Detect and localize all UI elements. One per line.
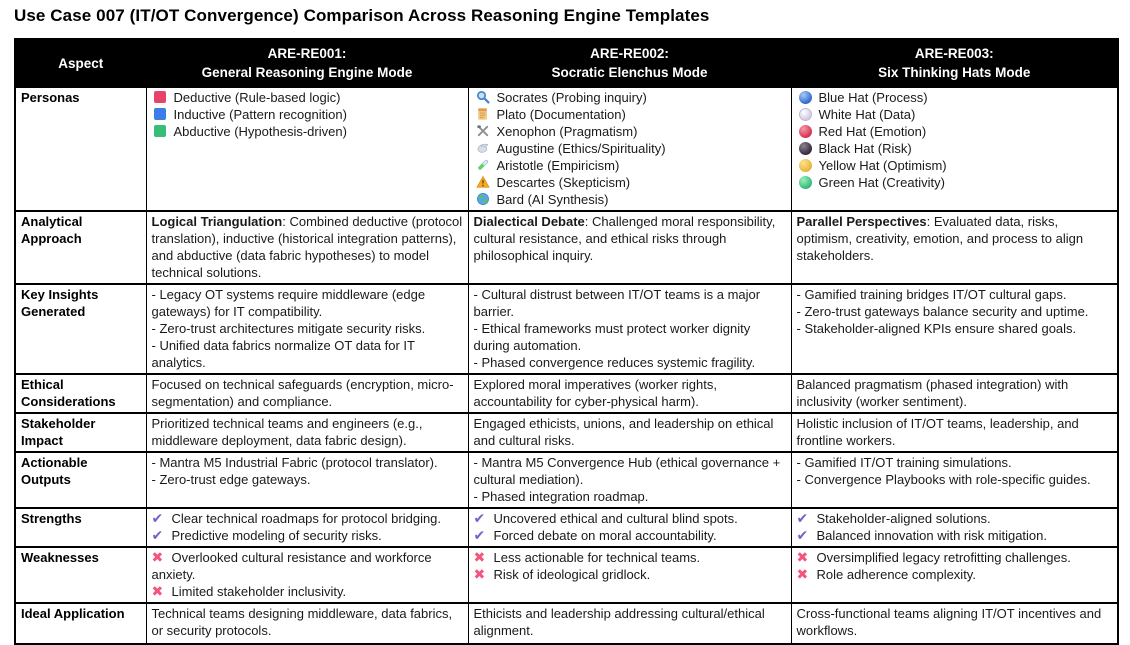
aspect-label: Strengths <box>15 508 146 547</box>
aspect-label: Ethical Considerations <box>15 374 146 413</box>
persona-label: Bard (AI Synthesis) <box>496 192 609 207</box>
cell-stakeholder-re002: Engaged ethicists, unions, and leadership on ethical and cultural risks. <box>468 413 791 452</box>
row-ideal-application <box>15 603 1118 644</box>
cell-ethical-re001: Focused on technical safeguards (encryption, micro-segmentation) and compliance. <box>146 374 468 413</box>
cell-actionable-re002 <box>468 452 791 508</box>
list-item <box>797 123 1113 140</box>
list-item <box>797 140 1113 157</box>
item-text: Role adherence complexity. <box>816 567 976 582</box>
hammer-wrench-icon <box>476 124 490 138</box>
cell-personas-re001 <box>146 87 468 211</box>
bullet-line: - Zero-trust gateways balance security and uptime. <box>796 304 1089 319</box>
bullet-line: - Phased integration roadmap. <box>473 489 649 504</box>
list-item <box>152 527 463 544</box>
persona-label: Yellow Hat (Optimism) <box>818 158 947 173</box>
header-aspect-label: Aspect <box>58 55 104 71</box>
bullet-line: - Mantra M5 Convergence Hub (ethical governance + cultural mediation). <box>473 455 781 487</box>
bullet-line: - Gamified training bridges IT/OT cultural gaps. <box>796 287 1067 302</box>
red-square-icon <box>154 91 166 103</box>
item-text: Risk of ideological gridlock. <box>493 567 651 582</box>
bullet-line: - Ethical frameworks must protect worker dignity during automation. <box>473 321 751 353</box>
persona-label: Deductive (Rule-based logic) <box>173 90 341 105</box>
cross-icon: ✖ <box>796 566 809 582</box>
row-personas <box>15 87 1118 211</box>
green-square-icon <box>154 125 166 137</box>
black-ball-icon <box>799 142 812 155</box>
list-item <box>797 89 1113 106</box>
item-text: Uncovered ethical and cultural blind spots. <box>493 511 738 526</box>
bullet-line: - Phased convergence reduces systemic fragility. <box>473 355 756 370</box>
list-item <box>152 583 463 600</box>
red-ball-icon <box>799 125 812 138</box>
bullet-line: - Stakeholder-aligned KPIs ensure shared goals. <box>796 321 1077 336</box>
cell-strengths-re003 <box>791 508 1118 547</box>
green-ball-icon <box>799 176 812 189</box>
header-re002 <box>468 39 791 87</box>
list-item <box>797 566 1113 583</box>
cell-analytical-re001 <box>146 211 468 284</box>
cell-strengths-re001 <box>146 508 468 547</box>
cell-text: : Combined deductive (protocol translation), inductive (historical integration patterns), and abductive (data fabric hypotheses) to model technical solutions. <box>151 214 463 280</box>
header-re003-name: Six Thinking Hats Mode <box>878 65 1031 80</box>
lead-term: Logical Triangulation <box>151 214 283 229</box>
row-ethical-considerations <box>15 374 1118 413</box>
lead-term: Parallel Perspectives <box>796 214 927 229</box>
warning-icon <box>476 175 490 189</box>
cell-weaknesses-re001 <box>146 547 468 603</box>
persona-label: Inductive (Pattern recognition) <box>173 107 347 122</box>
list-item <box>474 549 786 566</box>
page-title: Use Case 007 (IT/OT Convergence) Comparison Across Reasoning Engine Templates <box>14 6 710 25</box>
list-item <box>474 527 786 544</box>
header-re003 <box>791 39 1118 87</box>
check-icon: ✔ <box>473 510 486 526</box>
cell-personas-re003 <box>791 87 1118 211</box>
globe-icon <box>476 192 490 206</box>
list-item <box>797 549 1113 566</box>
header-row <box>15 39 1118 87</box>
check-icon: ✔ <box>796 527 809 543</box>
list-item <box>797 510 1113 527</box>
persona-label: Plato (Documentation) <box>496 107 626 122</box>
cell-personas-re002 <box>468 87 791 211</box>
item-text: Balanced innovation with risk mitigation. <box>816 528 1048 543</box>
magnifier-icon <box>476 90 490 104</box>
bullet-line: - Legacy OT systems require middleware (edge gateways) for IT compatibility. <box>151 287 426 319</box>
list-item <box>474 510 786 527</box>
item-text: Forced debate on moral accountability. <box>493 528 717 543</box>
row-key-insights <box>15 284 1118 374</box>
yellow-ball-icon <box>799 159 812 172</box>
header-re001 <box>146 39 468 87</box>
list-item <box>474 566 786 583</box>
persona-label: Blue Hat (Process) <box>818 90 928 105</box>
scroll-icon <box>476 107 490 121</box>
list-item <box>152 549 463 583</box>
check-icon: ✔ <box>151 527 164 543</box>
persona-label: Abductive (Hypothesis-driven) <box>173 124 347 139</box>
cell-ideal-re003: Cross-functional teams aligning IT/OT incentives and workflows. <box>791 603 1118 644</box>
list-item <box>474 123 786 140</box>
persona-label: Green Hat (Creativity) <box>818 175 945 190</box>
test-tube-icon <box>476 158 490 172</box>
header-re001-name: General Reasoning Engine Mode <box>201 65 413 80</box>
item-text: Overlooked cultural resistance and workforce anxiety. <box>151 550 432 582</box>
header-re001-code: ARE-RE001: <box>267 46 347 61</box>
cell-text: : Challenged moral responsibility, cultural resistance, and ethical risks through philosophical inquiry. <box>473 214 776 263</box>
bullet-line: - Convergence Playbooks with role-specific guides. <box>796 472 1091 487</box>
header-re003-code: ARE-RE003: <box>914 46 994 61</box>
item-text: Clear technical roadmaps for protocol bridging. <box>171 511 442 526</box>
list-item <box>797 157 1113 174</box>
bullet-line: - Zero-trust architectures mitigate security risks. <box>151 321 426 336</box>
bullet-line: - Unified data fabrics normalize OT data for IT analytics. <box>151 338 415 370</box>
cell-insights-re001 <box>146 284 468 374</box>
persona-label: Red Hat (Emotion) <box>818 124 927 139</box>
aspect-label: Stakeholder Impact <box>15 413 146 452</box>
list-item <box>474 89 786 106</box>
header-aspect <box>15 39 146 87</box>
cross-icon: ✖ <box>473 549 486 565</box>
check-icon: ✔ <box>473 527 486 543</box>
persona-label: Black Hat (Risk) <box>818 141 912 156</box>
cell-ideal-re002: Ethicists and leadership addressing cultural/ethical alignment. <box>468 603 791 644</box>
cell-strengths-re002 <box>468 508 791 547</box>
row-actionable-outputs <box>15 452 1118 508</box>
row-strengths <box>15 508 1118 547</box>
list-item <box>474 191 786 208</box>
cell-analytical-re002 <box>468 211 791 284</box>
list-item <box>474 157 786 174</box>
list-item <box>474 106 786 123</box>
cell-actionable-re003 <box>791 452 1118 508</box>
dove-icon <box>476 141 490 155</box>
cell-weaknesses-re003 <box>791 547 1118 603</box>
bullet-line: - Zero-trust edge gateways. <box>151 472 311 487</box>
list-item <box>797 174 1113 191</box>
item-text: Limited stakeholder inclusivity. <box>171 584 347 599</box>
cell-insights-re003 <box>791 284 1118 374</box>
cross-icon: ✖ <box>473 566 486 582</box>
list-item <box>797 106 1113 123</box>
row-weaknesses <box>15 547 1118 603</box>
list-item <box>474 140 786 157</box>
persona-label: Descartes (Skepticism) <box>496 175 631 190</box>
cell-weaknesses-re002 <box>468 547 791 603</box>
header-re002-name: Socratic Elenchus Mode <box>551 65 708 80</box>
item-text: Less actionable for technical teams. <box>493 550 701 565</box>
aspect-label: Key Insights Generated <box>15 284 146 374</box>
cell-actionable-re001 <box>146 452 468 508</box>
aspect-label: Analytical Approach <box>15 211 146 284</box>
list-item <box>152 106 463 123</box>
row-stakeholder-impact <box>15 413 1118 452</box>
list-item <box>797 527 1113 544</box>
cell-ideal-re001: Technical teams designing middleware, data fabrics, or security protocols. <box>146 603 468 644</box>
cell-insights-re002 <box>468 284 791 374</box>
cross-icon: ✖ <box>796 549 809 565</box>
comparison-table <box>14 38 1119 645</box>
cross-icon: ✖ <box>151 549 164 565</box>
bullet-line: - Cultural distrust between IT/OT teams is a major barrier. <box>473 287 761 319</box>
item-text: Stakeholder-aligned solutions. <box>816 511 991 526</box>
check-icon: ✔ <box>151 510 164 526</box>
bullet-line: - Gamified IT/OT training simulations. <box>796 455 1012 470</box>
aspect-label: Actionable Outputs <box>15 452 146 508</box>
header-re002-code: ARE-RE002: <box>590 46 669 61</box>
item-text: Oversimplified legacy retrofitting challenges. <box>816 550 1071 565</box>
aspect-label: Weaknesses <box>15 547 146 603</box>
cell-analytical-re003 <box>791 211 1118 284</box>
cell-stakeholder-re003: Holistic inclusion of IT/OT teams, leadership, and frontline workers. <box>791 413 1118 452</box>
white-ball-icon <box>799 108 812 121</box>
cell-ethical-re002: Explored moral imperatives (worker rights, accountability for cyber-physical harm). <box>468 374 791 413</box>
persona-label: Aristotle (Empiricism) <box>496 158 620 173</box>
list-item <box>152 89 463 106</box>
bullet-line: - Mantra M5 Industrial Fabric (protocol translator). <box>151 455 438 470</box>
list-item <box>152 123 463 140</box>
list-item <box>474 174 786 191</box>
persona-label: Xenophon (Pragmatism) <box>496 124 638 139</box>
persona-label: Socrates (Probing inquiry) <box>496 90 647 105</box>
list-item <box>152 510 463 527</box>
cell-stakeholder-re001: Prioritized technical teams and engineers (e.g., middleware deployment, data fabric design). <box>146 413 468 452</box>
check-icon: ✔ <box>796 510 809 526</box>
lead-term: Dialectical Debate <box>473 214 585 229</box>
persona-label: White Hat (Data) <box>818 107 916 122</box>
blue-square-icon <box>154 108 166 120</box>
item-text: Predictive modeling of security risks. <box>171 528 382 543</box>
blue-ball-icon <box>799 91 812 104</box>
cell-ethical-re003: Balanced pragmatism (phased integration) with inclusivity (worker sentiment). <box>791 374 1118 413</box>
cross-icon: ✖ <box>151 583 164 599</box>
cell-text: : Evaluated data, risks, optimism, creativity, emotion, and process to align stakeholders. <box>796 214 1084 263</box>
aspect-label: Ideal Application <box>15 603 146 644</box>
row-analytical-approach <box>15 211 1118 284</box>
aspect-label: Personas <box>15 87 146 211</box>
persona-label: Augustine (Ethics/Spirituality) <box>496 141 666 156</box>
